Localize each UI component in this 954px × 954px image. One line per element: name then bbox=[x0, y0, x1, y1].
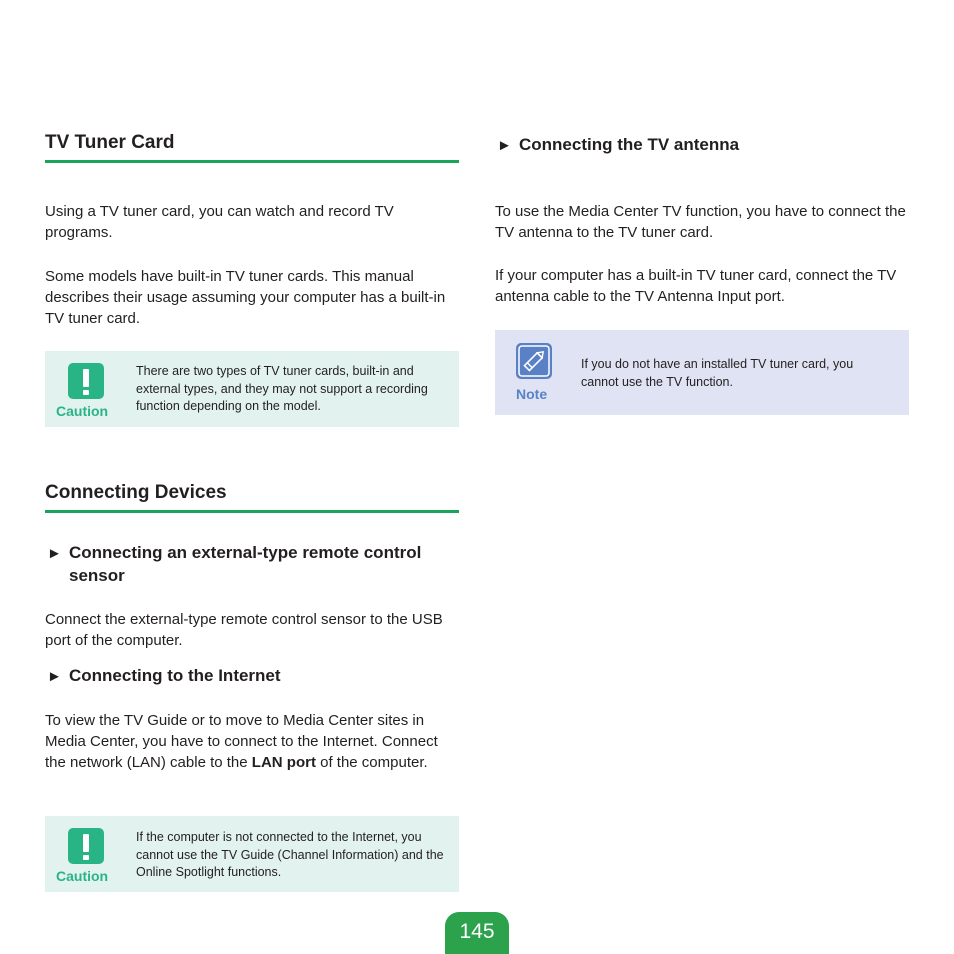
subheading-internet bbox=[47, 664, 447, 688]
internet-text-end: of the computer. bbox=[315, 754, 428, 771]
subheading-text: Connecting to the Internet bbox=[69, 666, 281, 685]
caution-text: There are two types of TV tuner cards, built-in and external types, and they may not support a recording function depending on the model. bbox=[136, 364, 428, 413]
note-box bbox=[495, 330, 909, 415]
caution-box-internet bbox=[45, 816, 459, 892]
subheading-text: Connecting an external-type remote control sensor bbox=[69, 543, 422, 585]
internet-text-start: To view the TV Guide or to move to Media Center sites in Media Center, you have to connect to the Internet. Connect the network (LAN) cable to the bbox=[45, 712, 438, 771]
internet-text bbox=[45, 710, 457, 773]
caution-text: If the computer is not connected to the Internet, you cannot use the TV Guide (Channel Information) and the Online Spotlight functions. bbox=[136, 830, 444, 879]
exclamation-icon bbox=[68, 363, 104, 399]
caution-label: Caution bbox=[56, 868, 109, 884]
page-number: 145 bbox=[459, 920, 495, 943]
subheading-remote-sensor bbox=[47, 541, 447, 589]
tv-tuner-para-2: Some models have built-in TV tuner cards. This manual describes their usage assuming your computer has a built-in TV tuner card. bbox=[45, 268, 446, 327]
note-label: Note bbox=[516, 386, 548, 402]
arrow-right-icon: ► bbox=[47, 668, 62, 685]
section-rule bbox=[45, 160, 459, 163]
antenna-para-2: If your computer has a built-in TV tuner card, connect the TV antenna cable to the TV Antenna Input port. bbox=[495, 267, 897, 305]
section-title-connecting-devices: Connecting Devices bbox=[45, 482, 227, 503]
subheading-tv-antenna bbox=[497, 133, 897, 157]
caution-box-tuner bbox=[45, 351, 459, 427]
exclamation-icon bbox=[68, 828, 104, 864]
remote-sensor-text: Connect the external-type remote control sensor to the USB port of the computer. bbox=[45, 611, 443, 649]
section-rule bbox=[45, 510, 459, 513]
section-title-tv-tuner-card: TV Tuner Card bbox=[45, 132, 175, 153]
antenna-para-1: To use the Media Center TV function, you have to connect the TV antenna to the TV tuner card. bbox=[495, 203, 906, 241]
tv-tuner-para-1: Using a TV tuner card, you can watch and record TV programs. bbox=[45, 203, 394, 241]
arrow-right-icon: ► bbox=[47, 545, 62, 562]
caution-label: Caution bbox=[56, 403, 109, 419]
note-text: If you do not have an installed TV tuner card, you cannot use the TV function. bbox=[581, 357, 854, 389]
pencil-icon bbox=[516, 343, 552, 379]
arrow-right-icon: ► bbox=[497, 137, 512, 154]
subheading-text: Connecting the TV antenna bbox=[519, 135, 740, 154]
lan-port-bold: LAN port bbox=[251, 754, 316, 771]
